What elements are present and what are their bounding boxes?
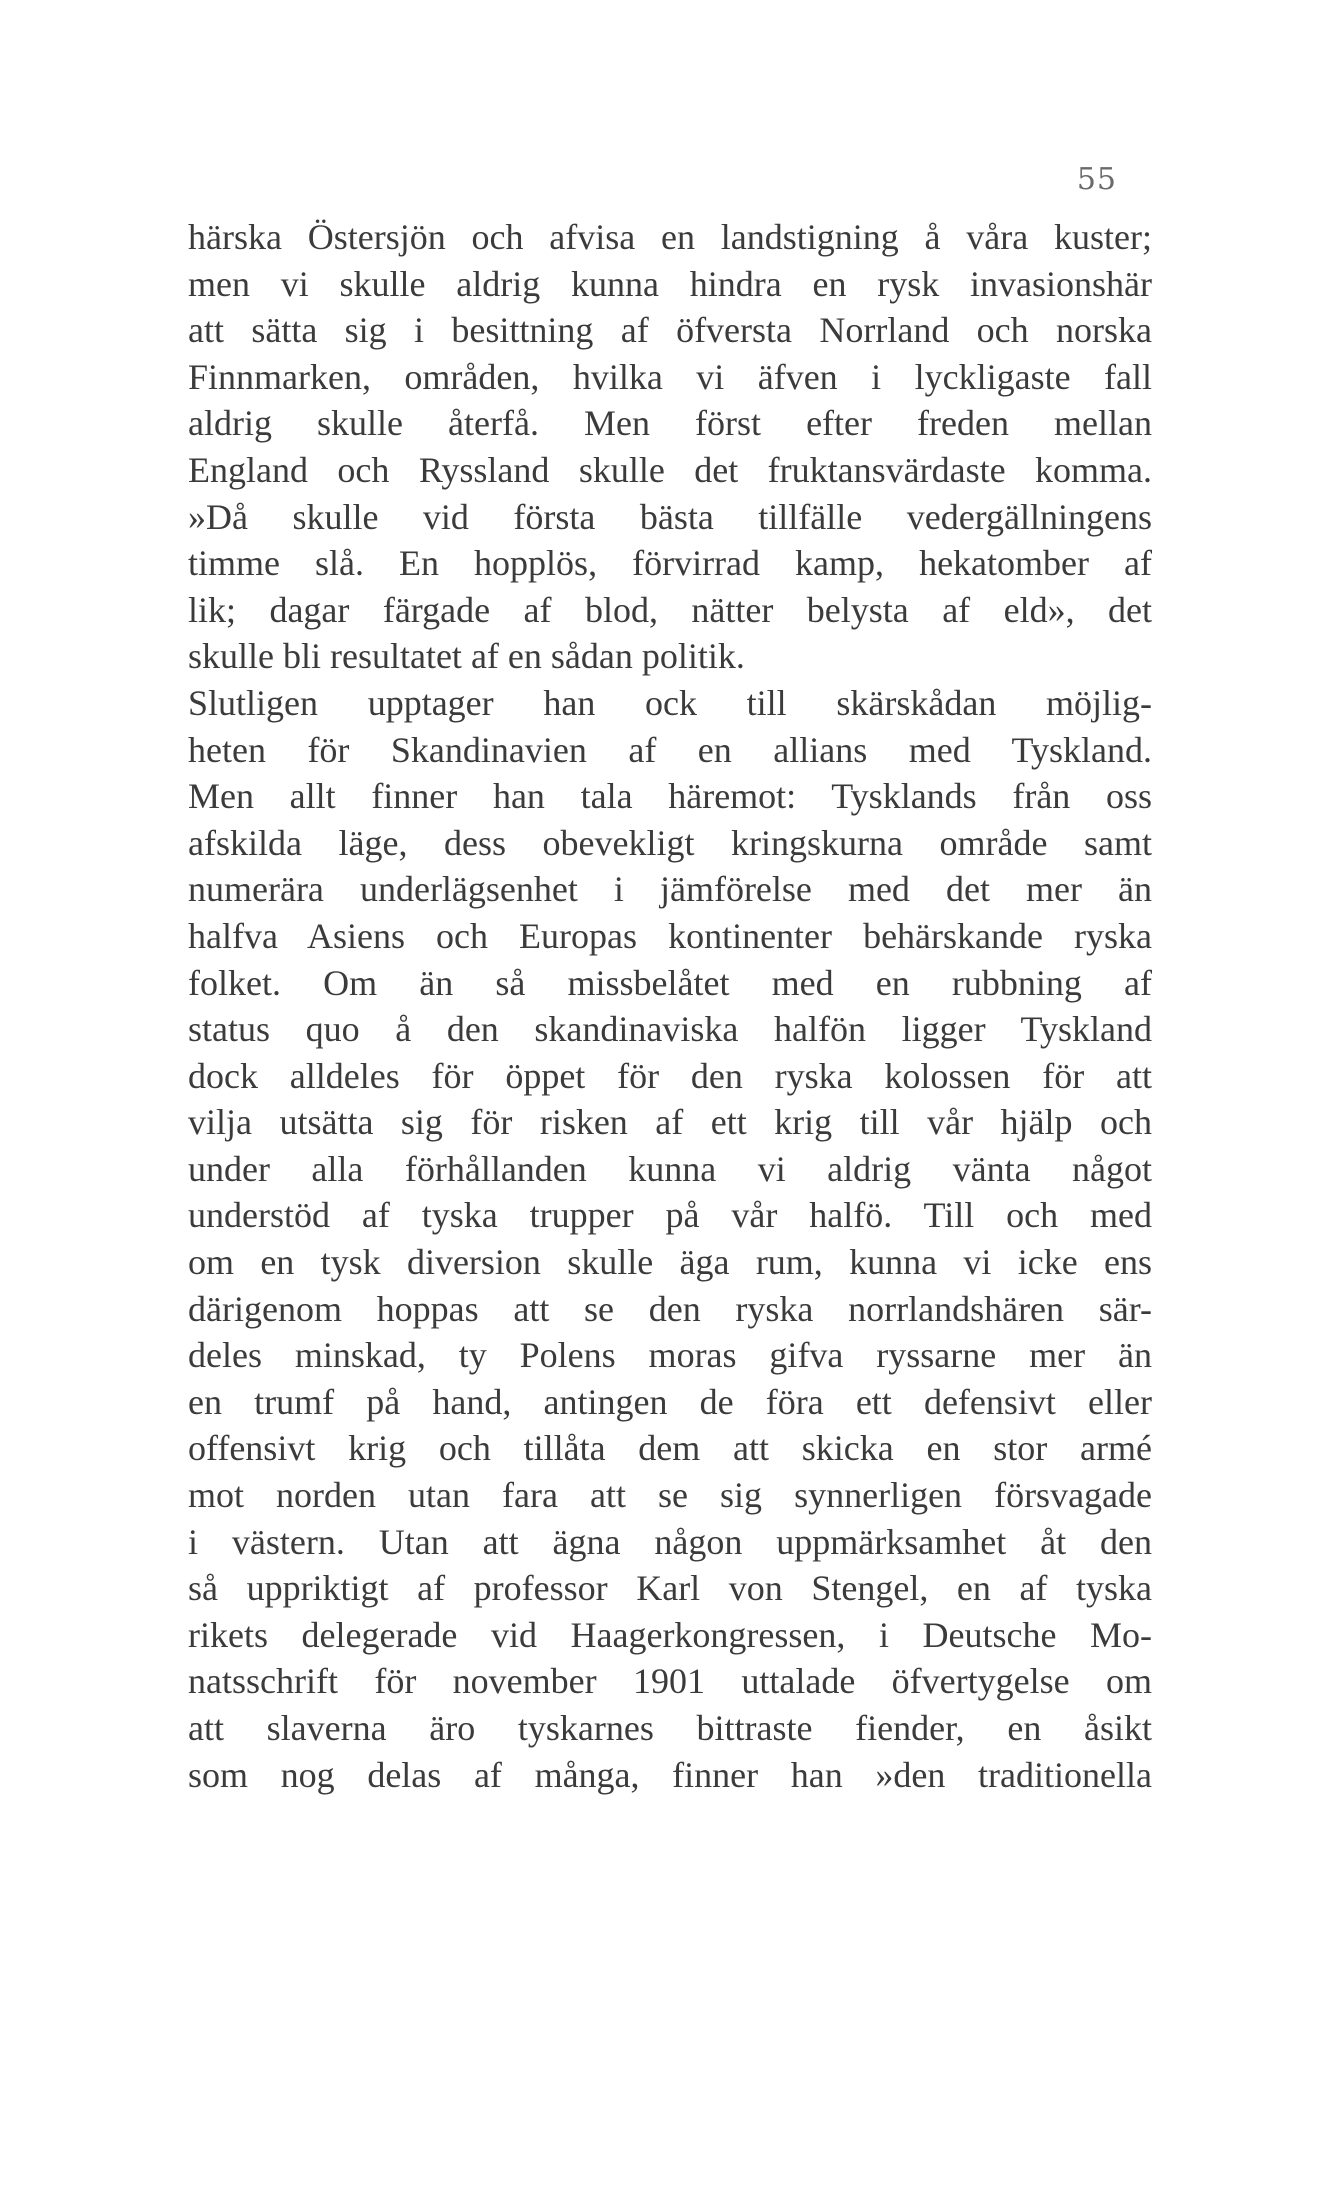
text-line: natsschrift för november 1901 uttalade öfvertygelse om <box>188 1661 1152 1702</box>
text-line: Men allt finner han tala häremot: Tysklands från oss <box>188 776 1152 817</box>
text-line: härska Östersjön och afvisa en landstigning å våra kuster; <box>188 217 1152 257</box>
text-line: numerära underlägsenhet i jämförelse med det mer än <box>188 869 1152 910</box>
body-text <box>188 214 1152 1798</box>
text-line: understöd af tyska trupper på vår halfö. Till och med <box>188 1195 1152 1236</box>
text-line: Finnmarken, områden, hvilka vi äfven i lyckligaste fall <box>188 356 1152 397</box>
text-line: vilja utsätta sig för risken af ett krig till vår hjälp och <box>188 1102 1152 1143</box>
text-line: halfva Asiens och Europas kontinenter behärskande ryska <box>188 915 1152 956</box>
text-line: i västern. Utan att ägna någon uppmärksamhet åt den <box>188 1521 1152 1562</box>
text-line: så uppriktigt af professor Karl von Stengel, en af tyska <box>188 1568 1152 1609</box>
text-line: att sätta sig i besittning af öfversta Norrland och norska <box>188 310 1152 351</box>
text-line: England och Ryssland skulle det fruktansvärdaste komma. <box>188 449 1152 490</box>
text-line: därigenom hoppas att se den ryska norrlandshären sär- <box>188 1288 1152 1329</box>
text-line: att slaverna äro tyskarnes bittraste fiender, en åsikt <box>188 1708 1152 1748</box>
text-line: offensivt krig och tillåta dem att skicka en stor armé <box>188 1428 1152 1469</box>
text-line: under alla förhållanden kunna vi aldrig vänta något <box>188 1148 1152 1189</box>
text-line: lik; dagar färgade af blod, nätter belysta af eld», det <box>188 589 1152 630</box>
page-number: 55 <box>1076 162 1117 197</box>
text-line: men vi skulle aldrig kunna hindra en rysk invasionshär <box>188 263 1152 304</box>
text-line: Slutligen upptager han ock till skärskådan möjlig- <box>188 682 1152 723</box>
text-line: timme slå. En hopplös, förvirrad kamp, hekatomber af <box>188 543 1152 584</box>
text-line: om en tysk diversion skulle äga rum, kunna vi icke ens <box>188 1242 1152 1283</box>
text-line: afskilda läge, dess obevekligt kringskurna område samt <box>188 822 1152 863</box>
text-line: aldrig skulle återfå. Men först efter freden mellan <box>188 403 1152 444</box>
text-line: »Då skulle vid första bästa tillfälle vedergällningens <box>188 496 1152 537</box>
text-line: status quo å den skandinaviska halfön ligger Tyskland <box>188 1009 1152 1050</box>
text-line: som nog delas af många, finner han »den traditionella <box>188 1754 1152 1795</box>
text-line: en trumf på hand, antingen de föra ett defensivt eller <box>188 1381 1152 1422</box>
text-line: skulle bli resultatet af en sådan politik. <box>188 636 745 677</box>
text-line: folket. Om än så missbelåtet med en rubbning af <box>188 962 1152 1003</box>
text-line: deles minskad, ty Polens moras gifva ryssarne mer än <box>188 1335 1152 1376</box>
text-line: mot norden utan fara att se sig synnerligen försvagade <box>188 1475 1152 1516</box>
text-line: rikets delegerade vid Haagerkongressen, i Deutsche Mo- <box>188 1614 1152 1655</box>
text-line: dock alldeles för öppet för den ryska kolossen för att <box>188 1055 1152 1096</box>
text-line: heten för Skandinavien af en allians med Tyskland. <box>188 729 1152 770</box>
